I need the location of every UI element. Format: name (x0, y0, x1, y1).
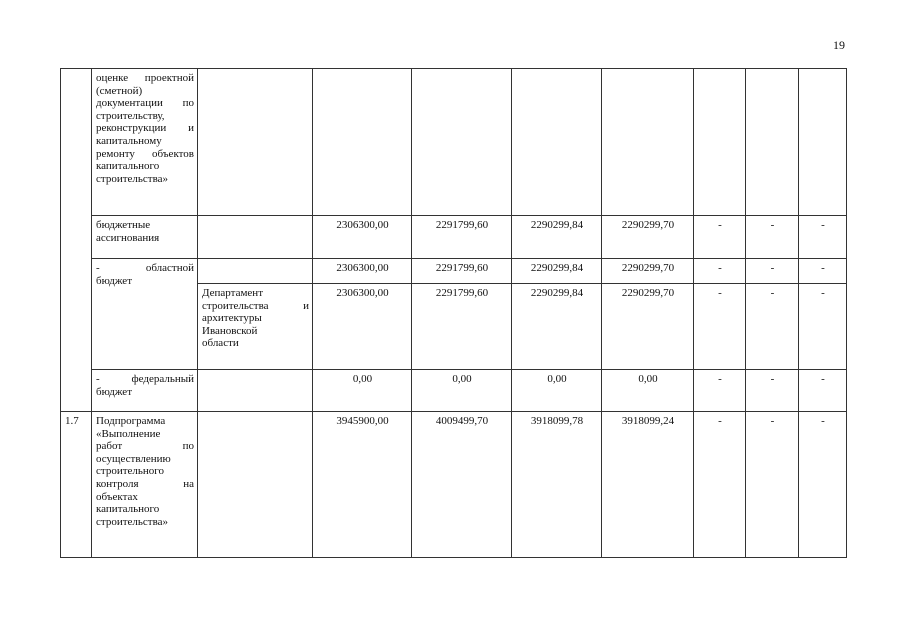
table-row (61, 259, 847, 284)
dash-cell: - (799, 216, 847, 259)
name-line: «Выполнение (96, 427, 161, 440)
value-cell: 2290299,70 (602, 284, 694, 370)
value-cell (512, 69, 602, 216)
name-line: (сметной) (96, 84, 143, 97)
name-line: бюджетные (96, 219, 151, 231)
row-name-cell (92, 259, 198, 370)
name-line: строительству, (96, 109, 165, 122)
dash-cell: - (694, 370, 746, 412)
dash-cell (799, 69, 847, 216)
name-line: осуществлению (96, 452, 171, 465)
value-cell: 0,00 (602, 370, 694, 412)
table-row (61, 69, 847, 216)
budget-table (60, 68, 847, 558)
name-line: строительного (96, 465, 165, 478)
dash-cell: - (799, 370, 847, 412)
executor-cell (198, 412, 313, 558)
executor-line: Ивановской (202, 324, 258, 337)
value-cell (602, 69, 694, 216)
name-line: контроля на (96, 477, 194, 490)
name-line: капитального (96, 160, 160, 173)
name-line: - областной (96, 262, 194, 274)
table-row (61, 370, 847, 412)
executor-cell (198, 370, 313, 412)
row-number-cell: 1.7 (61, 412, 92, 558)
value-cell: 0,00 (412, 370, 512, 412)
value-cell: 2291799,60 (412, 216, 512, 259)
dash-cell: - (746, 370, 799, 412)
dash-cell (694, 69, 746, 216)
dash-cell: - (746, 412, 799, 558)
value-cell: 2290299,84 (512, 216, 602, 259)
value-cell: 3918099,78 (512, 412, 602, 558)
name-line: строительства» (96, 172, 169, 185)
name-line: капитальному (96, 134, 162, 147)
row-name-cell (92, 370, 198, 412)
dash-cell (746, 69, 799, 216)
value-cell: 2291799,60 (412, 284, 512, 370)
name-line: строительства» (96, 515, 169, 528)
name-line: работ по (96, 440, 194, 453)
row-number-cell (61, 69, 92, 412)
dash-cell: - (746, 216, 799, 259)
table-row (61, 216, 847, 259)
dash-cell: - (694, 259, 746, 284)
dash-cell: - (694, 216, 746, 259)
row-name-cell (92, 216, 198, 259)
executor-cell (198, 284, 313, 370)
executor-line: Департамент (202, 287, 264, 299)
dash-cell: - (746, 284, 799, 370)
dash-cell: - (694, 284, 746, 370)
name-line: объектах (96, 490, 138, 503)
value-cell: 0,00 (512, 370, 602, 412)
executor-line: архитектуры (202, 312, 262, 325)
row-name-cell (92, 69, 198, 216)
value-cell: 2290299,70 (602, 216, 694, 259)
name-line: бюджет (96, 385, 132, 398)
name-line: Подпрограмма (96, 415, 166, 427)
value-cell: 2290299,84 (512, 259, 602, 284)
table-row (61, 412, 847, 558)
name-line: капитального (96, 503, 160, 516)
executor-line: строительства и (202, 299, 309, 312)
dash-cell: - (746, 259, 799, 284)
value-cell: 3945900,00 (313, 412, 412, 558)
dash-cell: - (799, 284, 847, 370)
value-cell: 3918099,24 (602, 412, 694, 558)
name-line: - федеральный (96, 373, 194, 385)
value-cell: 2306300,00 (313, 216, 412, 259)
executor-cell (198, 216, 313, 259)
dash-cell: - (799, 259, 847, 284)
value-cell: 2290299,70 (602, 259, 694, 284)
name-line: реконструкции и (96, 122, 194, 135)
value-cell (412, 69, 512, 216)
dash-cell: - (799, 412, 847, 558)
dash-cell: - (694, 412, 746, 558)
name-line: документации по (96, 97, 194, 110)
executor-cell (198, 69, 313, 216)
name-line: бюджет (96, 274, 132, 287)
page-number: 19 (833, 38, 845, 52)
executor-line: области (202, 337, 239, 350)
name-line: ремонту объектов (96, 147, 194, 160)
value-cell: 2291799,60 (412, 259, 512, 284)
value-cell: 4009499,70 (412, 412, 512, 558)
value-cell (313, 69, 412, 216)
value-cell: 2306300,00 (313, 284, 412, 370)
row-name-cell (92, 412, 198, 558)
name-line: ассигнования (96, 231, 160, 244)
name-line: оценке проектной (96, 72, 194, 84)
executor-cell (198, 259, 313, 284)
value-cell: 2290299,84 (512, 284, 602, 370)
value-cell: 2306300,00 (313, 259, 412, 284)
value-cell: 0,00 (313, 370, 412, 412)
